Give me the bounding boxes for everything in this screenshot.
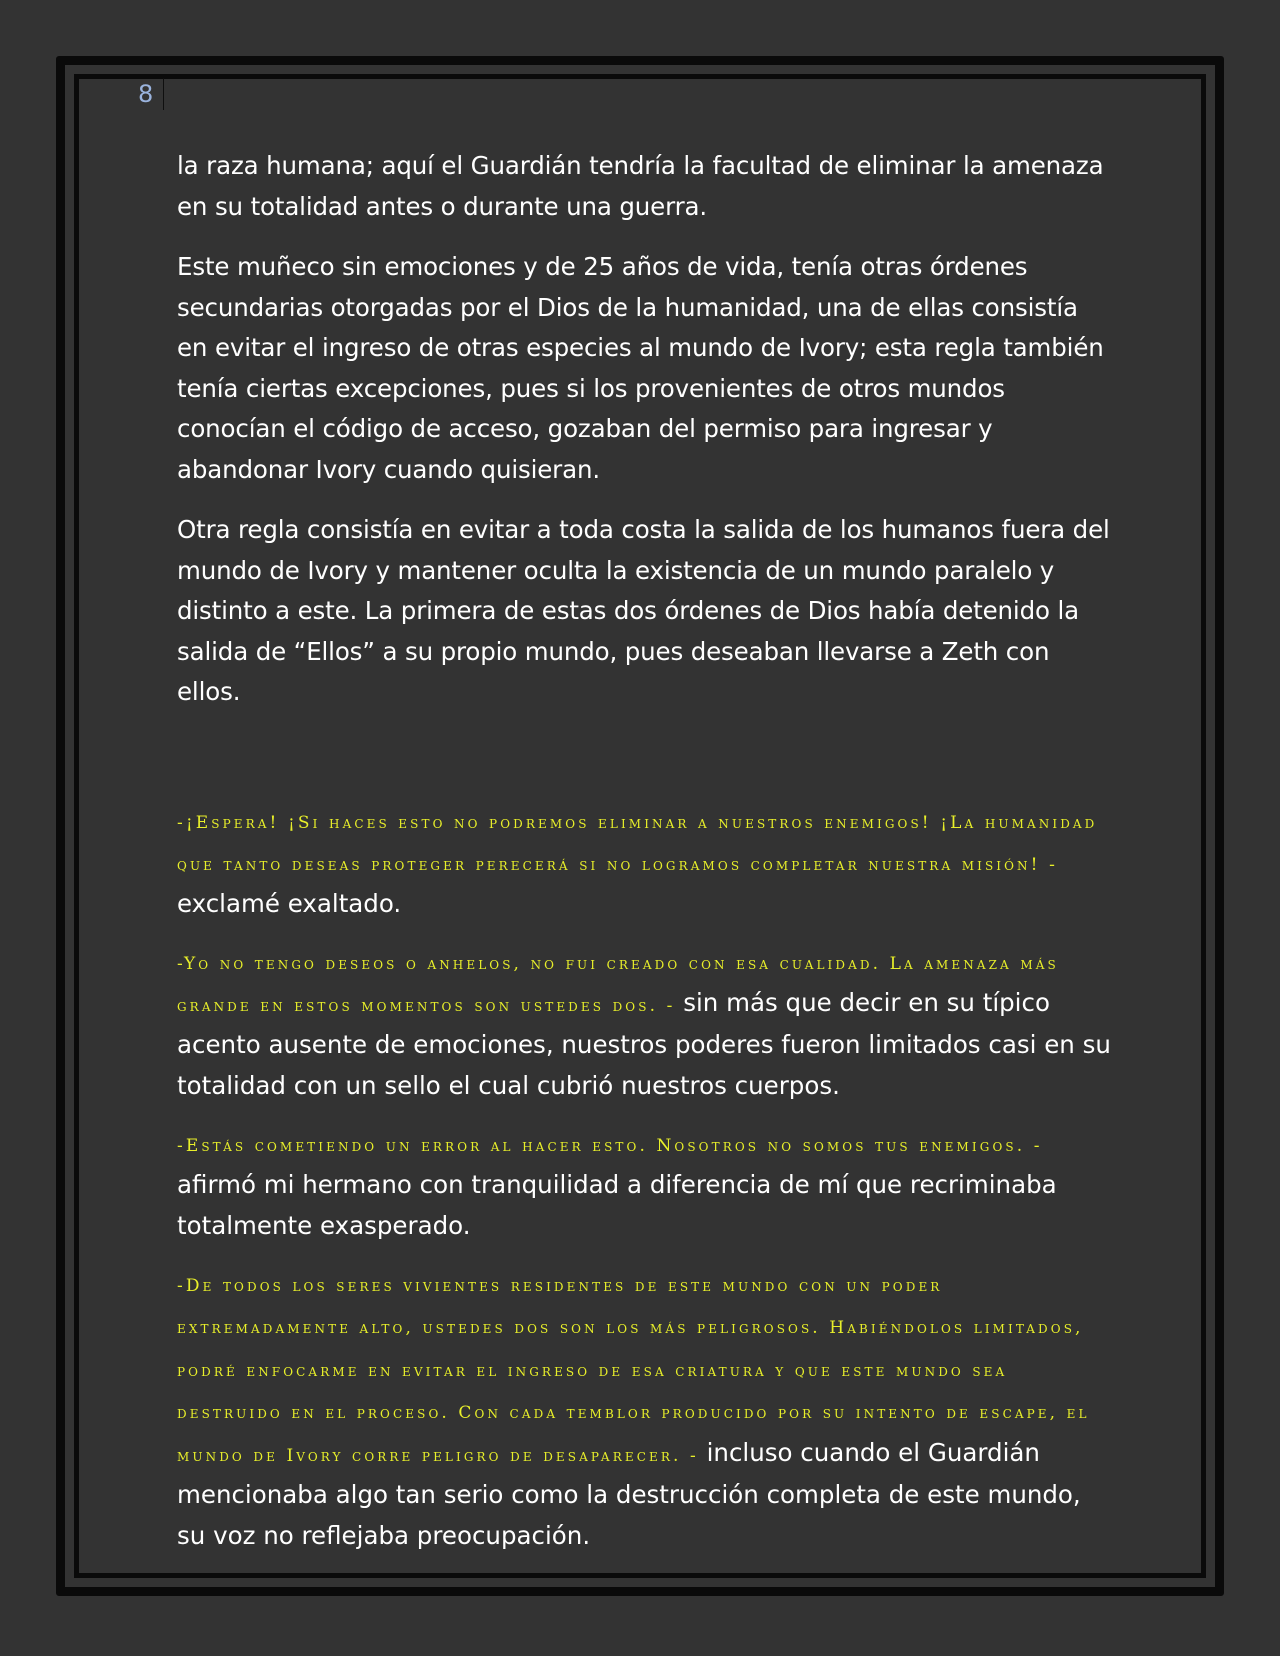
dialogue-narration: afirmó mi hermano con tranquilidad a diferencia de mí que recriminaba totalmente exasperado.: [177, 1169, 1057, 1240]
dialogue-quote: -De todos los seres vivientes residentes de este mundo con un poder extremadamente alto, ustedes dos son los más peligrosos. Habiéndolos limitados, podré enfocarme en evitar el ingreso de esa criatura y que este mundo sea destruido en el proceso. Con cada temblor producido por su intento de escape, el mundo de Ivory corre peligro de desaparecer. -: [177, 1275, 1090, 1466]
dialogue-narration: exclamé exaltado.: [177, 888, 402, 918]
dialogue-block: [177, 940, 1112, 1106]
paragraph: Otra regla consistía en evitar a toda costa la salida de los humanos fuera del mundo de Ivory y mantener oculta la existencia de un mundo paralelo y distinto a este. La primera de estas dos órdenes de Dios había detenido la salida de “Ellos” a su propio mundo, pues deseaban llevarse a Zeth con ellos.: [177, 515, 1110, 706]
dialogue-quote: -¡Espera! ¡Si haces esto no podremos eliminar a nuestros enemigos! ¡La humanidad que tanto deseas proteger perecerá si no logramos completar nuestra misión! -: [177, 812, 1098, 875]
page-number: 8: [138, 78, 164, 110]
dialogue-block: [177, 1262, 1112, 1557]
dialogue-narration: incluso cuando el Guardián mencionaba algo tan serio como la destrucción completa de este mundo, su voz no reflejaba preocupación.: [177, 1437, 1081, 1550]
page-content: [177, 146, 1112, 1572]
dialogue-quote: -Yo no tengo deseos o anhelos, no fui creado con esa cualidad. La amenaza más grande en estos momentos son ustedes dos. -: [177, 953, 1059, 1016]
paragraph: Este muñeco sin emociones y de 25 años de vida, tenía otras órdenes secundarias otorgadas por el Dios de la humanidad, una de ellas consistía en evitar el ingreso de otras especies al mundo de Ivory; esta regla también tenía ciertas excepciones, pues si los provenientes de otros mundos conocían el código de acceso, gozaban del permiso para ingresar y abandonar Ivory cuando quisieran.: [177, 252, 1104, 484]
dialogue-quote: -Estás cometiendo un error al hacer esto. Nosotros no somos tus enemigos. -: [177, 1135, 1043, 1156]
dialogue-block: [177, 799, 1112, 924]
dialogue-block: [177, 1122, 1112, 1246]
dialogue-narration: sin más que decir en su típico acento ausente de emociones, nuestros poderes fueron limitados casi en su totalidad con un sello el cual cubrió nuestros cuerpos.: [177, 987, 1111, 1100]
section-spacer: [177, 733, 1112, 799]
paragraph: la raza humana; aquí el Guardián tendría la facultad de eliminar la amenaza en su totalidad antes o durante una guerra.: [177, 151, 1104, 221]
